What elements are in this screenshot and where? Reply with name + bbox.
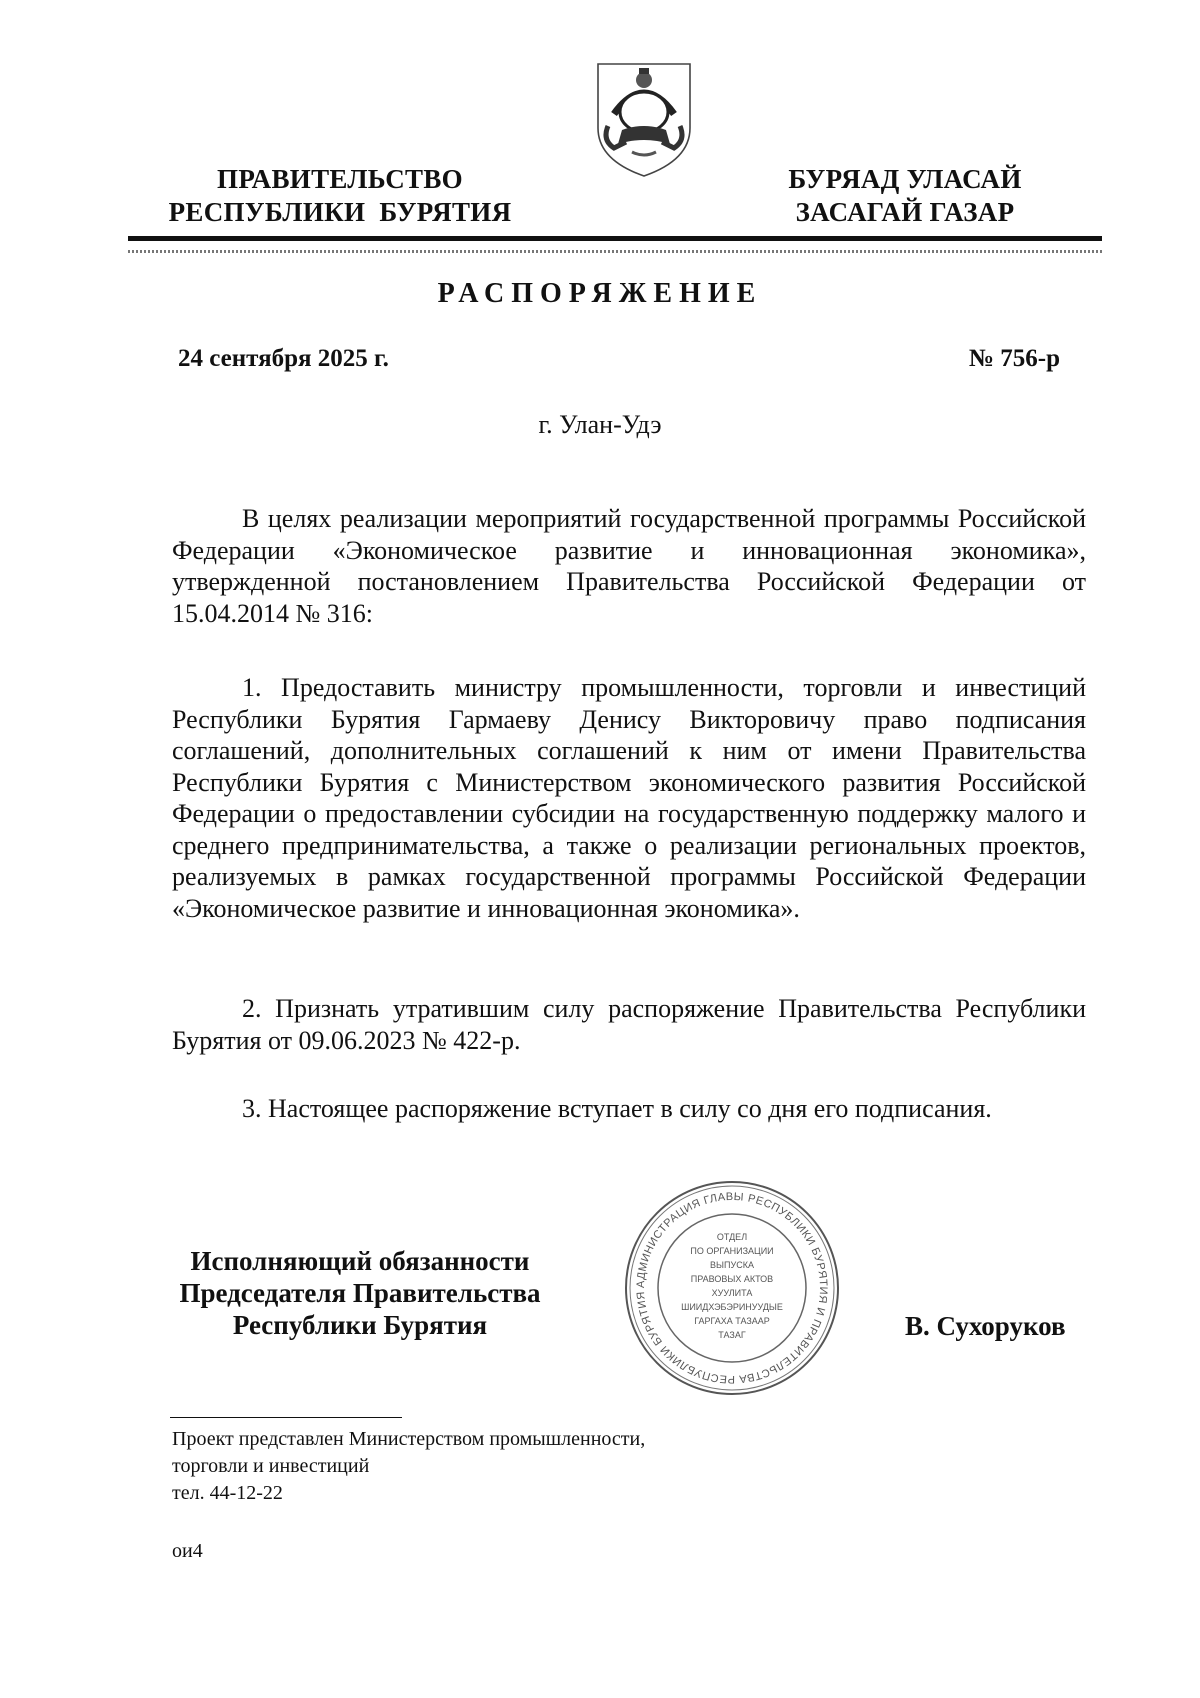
official-seal-icon	[622, 1178, 842, 1398]
svg-text:АДМИНИСТРАЦИЯ ГЛАВЫ РЕСПУБЛИКИ: АДМИНИСТРАЦИЯ ГЛАВЫ РЕСПУБЛИКИ БУРЯТИЯ И ПРАВИТЕЛЬСТВА РЕСПУБЛИКИ БУРЯТИЯ	[634, 1190, 830, 1386]
item-2-paragraph: 2. Признать утратившим силу распоряжение Правительства Республики Бурятия от 09.06.2023 № 422-р.	[172, 994, 1086, 1055]
signatory-position-line3: Республики Бурятия	[232, 1310, 488, 1340]
document-code: ои4	[172, 1540, 203, 1562]
document-date: 24 сентября 2025 г.	[178, 345, 389, 372]
document-city: г. Улан-Удэ	[538, 410, 662, 439]
header-divider-thick	[128, 236, 1102, 241]
seal-inner-text: ШИИДХЭБЭРИНУУДЫЕ	[681, 1302, 783, 1312]
seal-inner-text: ТАЗАГ	[718, 1330, 746, 1340]
org-name-russian	[150, 163, 530, 229]
intro-paragraph: В целях реализации мероприятий государственной программы Российской Федерации «Экономическое развитие и инновационная экономика», утвержденной постановлением Правительства Российской Федерации от 15.04.2014 № 316:	[172, 504, 1086, 628]
footer-line-2: торговли и инвестиций	[172, 1455, 370, 1477]
footer-line-3: тел. 44-12-22	[172, 1482, 283, 1504]
seal-inner-text: ПО ОРГАНИЗАЦИИ	[690, 1246, 774, 1256]
seal-inner-text: ПРАВОВЫХ АКТОВ	[690, 1274, 774, 1284]
org-name-bur-line1: БУРЯАД УЛАСАЙ	[788, 164, 1022, 194]
seal-inner-text: ХУУЛИТА	[711, 1288, 753, 1298]
seal-inner-text: ГАРГАХА ТАЗААР	[694, 1316, 770, 1326]
org-name-ru-line2: РЕСПУБЛИКИ БУРЯТИЯ	[168, 197, 512, 227]
signatory-position	[170, 1245, 550, 1341]
seal-inner-text: ОТДЕЛ	[716, 1232, 748, 1242]
signatory-position-line2: Председателя Правительства	[179, 1278, 541, 1308]
org-name-ru-line1: ПРАВИТЕЛЬСТВО	[217, 164, 463, 194]
footer-divider	[170, 1417, 402, 1418]
seal-inner-text: ВЫПУСКА	[710, 1260, 754, 1270]
signatory-name: В. Сухоруков	[905, 1311, 1066, 1341]
header-divider-dotted	[128, 250, 1102, 253]
footer-line-1: Проект представлен Министерством промышленности,	[172, 1428, 646, 1450]
coat-of-arms-icon	[592, 58, 696, 180]
org-name-bur-line2: ЗАСАГАЙ ГАЗАР	[795, 197, 1015, 227]
signatory-position-line1: Исполняющий обязанности	[190, 1246, 530, 1276]
document-number: № 756-р	[968, 345, 1060, 372]
item-1-paragraph: 1. Предоставить министру промышленности, торговли и инвестиций Республики Бурятия Гармаеву Денису Викторовичу право подписания соглашений, дополнительных соглашений к ним от имени Правительства Республики Бурятия с Министерством экономического развития Российской Федерации о предоставлении субсидии на государственную поддержку малого и среднего предпринимательства, а также о реализации региональных проектов, реализуемых в рамках государственной программы Российской Федерации «Экономическое развитие и инновационная экономика».	[172, 673, 1086, 923]
org-name-buryat	[755, 163, 1055, 229]
document-title: РАСПОРЯЖЕНИЕ	[437, 278, 763, 309]
item-3-paragraph: 3. Настоящее распоряжение вступает в силу со дня его подписания.	[242, 1094, 992, 1123]
footer-note	[172, 1426, 645, 1507]
